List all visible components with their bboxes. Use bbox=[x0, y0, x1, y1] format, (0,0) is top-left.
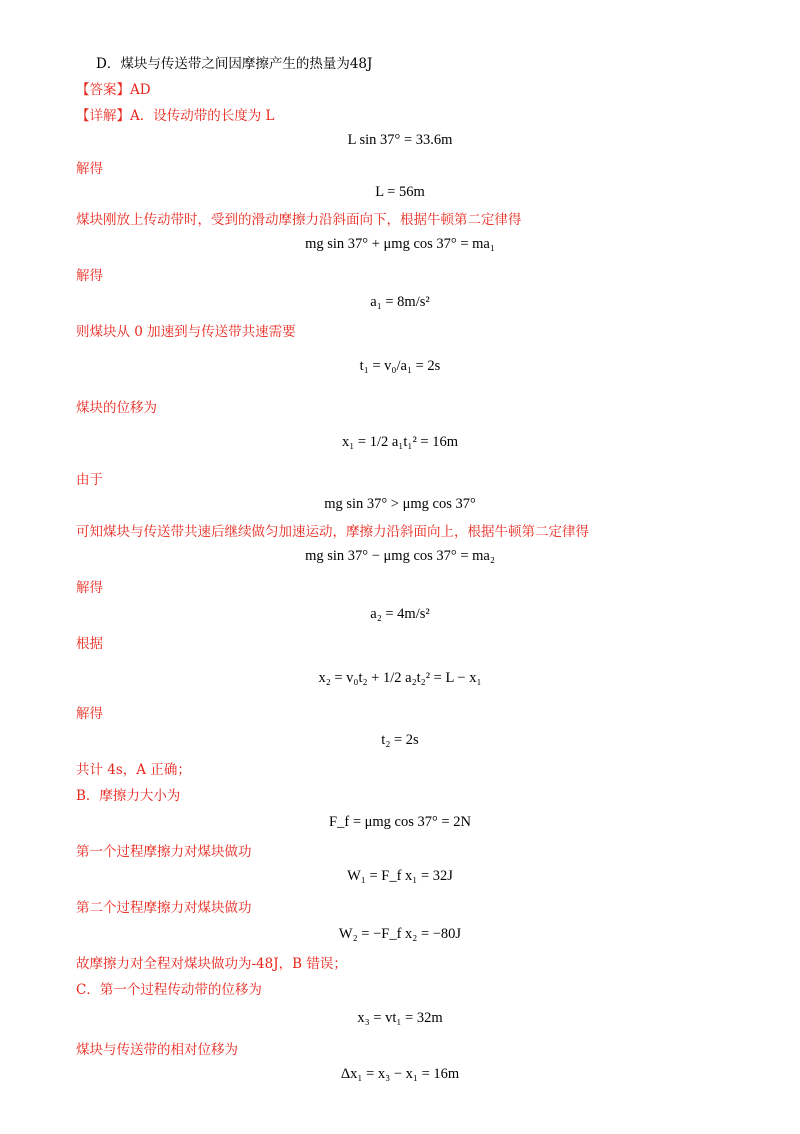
equation-1: L sin 37° = 33.6m bbox=[347, 132, 453, 148]
explanation-c-intro: C．第一个过程传动带的位移为 bbox=[76, 982, 262, 998]
text-total-work: 故摩擦力对全程对煤块做功为-48J，B 错误； bbox=[76, 956, 347, 972]
equation-15: x₃ = vt₁ = 32m bbox=[357, 1010, 443, 1026]
text-work-2: 第二个过程摩擦力对煤块做功 bbox=[76, 900, 252, 916]
text-because: 由于 bbox=[76, 472, 103, 488]
text-work-1: 第一个过程摩擦力对煤块做功 bbox=[76, 844, 252, 860]
equation-16: Δx₁ = x₃ − x₁ = 16m bbox=[340, 1066, 460, 1082]
equation-8: mg sin 37° − μmg cos 37° = ma₂ bbox=[305, 548, 495, 564]
text-relative-displacement: 煤块与传送带的相对位移为 bbox=[76, 1042, 238, 1058]
text-displacement: 煤块的位移为 bbox=[76, 400, 157, 416]
equation-6: x₁ = 1/2 a₁t₁² = 16m bbox=[341, 434, 458, 450]
text-solve-1: 解得 bbox=[76, 161, 103, 177]
answer-label: 【答案】AD bbox=[76, 82, 151, 98]
equation-2: L = 56m bbox=[375, 184, 425, 200]
equation-12: F_f = μmg cos 37° = 2N bbox=[329, 814, 471, 830]
equation-13: W₁ = F_f x₁ = 32J bbox=[347, 868, 453, 884]
explanation-b-intro: B．摩擦力大小为 bbox=[76, 788, 181, 804]
equation-7: mg sin 37° > μmg cos 37° bbox=[324, 496, 476, 512]
text-total-time: 共计 4s，A 正确； bbox=[76, 762, 191, 778]
equation-11: t₂ = 2s bbox=[381, 732, 419, 748]
text-according: 根据 bbox=[76, 636, 103, 652]
option-d: D．煤块与传送带之间因摩擦产生的热量为48J bbox=[96, 56, 373, 72]
text-solve-2: 解得 bbox=[76, 268, 103, 284]
text-initial-friction: 煤块刚放上传动带时，受到的滑动摩擦力沿斜面向下，根据牛顿第二定律得 bbox=[76, 212, 522, 228]
equation-10: x₂ = v₀t₂ + 1/2 a₂t₂² = L − x₁ bbox=[318, 670, 482, 686]
equation-9: a₂ = 4m/s² bbox=[370, 606, 430, 622]
text-solve-3: 解得 bbox=[76, 580, 103, 596]
equation-14: W₂ = −F_f x₂ = −80J bbox=[338, 926, 462, 942]
equation-3: mg sin 37° + μmg cos 37° = ma₁ bbox=[305, 236, 495, 252]
explanation-a-intro: 【详解】A．设传动带的长度为 L bbox=[76, 108, 275, 124]
text-solve-4: 解得 bbox=[76, 706, 103, 722]
equation-4: a₁ = 8m/s² bbox=[370, 294, 430, 310]
text-continue-accel: 可知煤块与传送带共速后继续做匀加速运动，摩擦力沿斜面向上，根据牛顿第二定律得 bbox=[76, 524, 589, 540]
equation-5: t₁ = v₀/a₁ = 2s bbox=[359, 358, 441, 374]
text-time-to-common-speed: 则煤块从 0 加速到与传送带共速需要 bbox=[76, 324, 296, 340]
